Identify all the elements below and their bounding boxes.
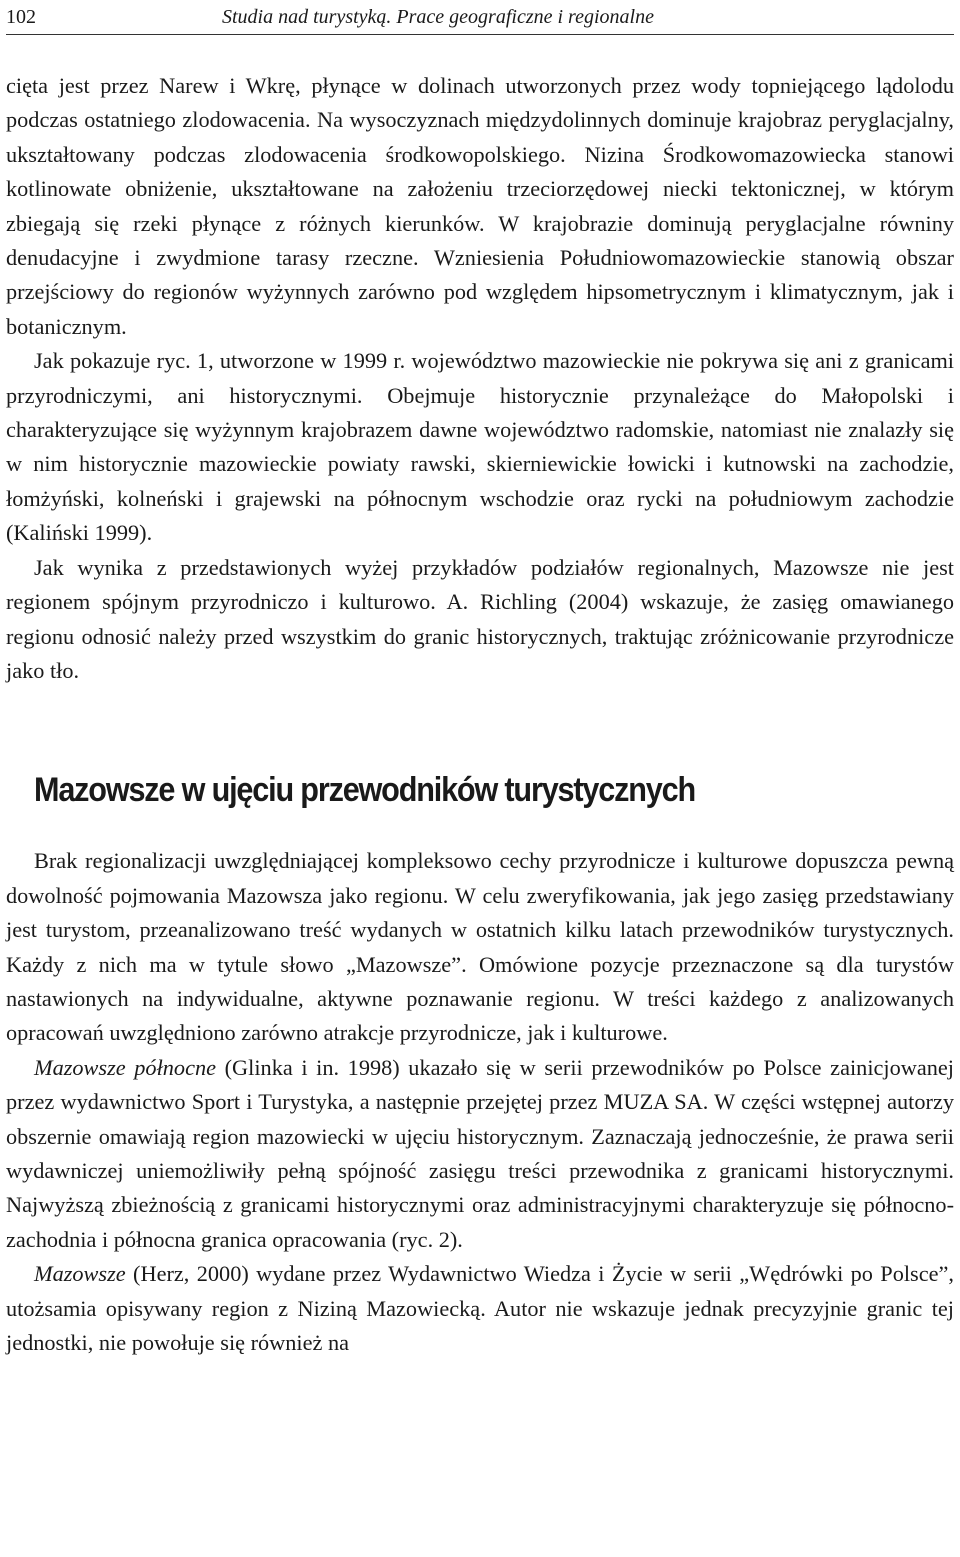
paragraph [6,1051,954,1257]
paragraph: Brak regionalizacji uwzględniającej kompleksowo cechy przyrodnicze i kulturowe dopuszcza pewną dowolność pojmowania Mazowsza jako regionu. W celu zweryfikowania, jak jego zasięg przedstawiany jest turystom, przeanalizowano treść wydanych w ostatnich kilku latach przewodników turystycznych. Każdy z nich ma w tytule słowo „Mazowsze”. Omówione pozycje przeznaczone są dla turystów nastawionych na indywidualne, aktywne poznawanie regionu. W treści każdego z analizowanych opracowań uwzględniono zarówno atrakcje przyrodnicze, jak i kulturowe. [6,848,954,1046]
running-head [6,0,954,35]
paragraph-text: (Herz, 2000) wydane przez Wydawnictwo Wiedza i Życie w serii „Wędrówki po Polsce”, utożsamia opisywany region z Niziną Mazowiecką. Autor nie wskazuje jednak precyzyjnie granic tej jednostki, nie powołuje się również na [6,1261,954,1355]
paragraph: Jak pokazuje ryc. 1, utworzone w 1999 r. województwo mazowieckie nie pokrywa się ani z granicami przyrodniczymi, ani historycznymi. Obejmuje historycznie przynależące do Małopolski i charakteryzujące się wyżynnym krajobrazem dawne województwo radomskie, natomiast nie znalazły się w nim historycznie mazowieckie powiaty rawski, skierniewickie łowicki i kutnowski na zachodzie, łomżyński, kolneński i grajewski na północnym wschodzie oraz rycki na południowym zachodzie (Kaliński 1999). [6,348,954,546]
paragraph [6,1257,954,1360]
cited-title: Mazowsze północne [34,1054,217,1080]
paragraph: Jak wynika z przedstawionych wyżej przykładów podziałów regionalnych, Mazowsze nie jest regionem spójnym przyrodniczo i kulturowo. A. Richling (2004) wskazuje, że zasięg omawianego regionu odnosić należy przed wszystkim do granic historycznych, traktując zróżnicowanie przyrodnicze jako tło. [6,554,954,683]
paragraph-continued: cięta jest przez Narew i Wkrę, płynące w dolinach utworzonych przez wody topniejącego lądolodu podczas ostatniego zlodowacenia. Na wysoczyznach międzydolinnych dominuje krajobraz peryglacjalny, ukształtowany podczas zlodowacenia środkowopolskiego. Nizina Środkowomazowiecka stanowi kotlinowate obniżenie, ukształtowane na założeniu trzeciorzędowej niecki tektonicznej, w którym zbiegają się rzeki płynące z różnych kierunków. W krajobrazie dominują peryglacjalne równiny denudacyjne i zwydmione tarasy rzeczne. Wzniesienia Południowomazowieckie stanowią obszar przejściowy do regionów wyżynnych zarówno pod względem hipsometrycznym i klimatycznym, jak i botanicznym. [6,73,954,339]
journal-title: Studia nad turystyką. Prace geograficzne i regionalne [222,6,654,28]
cited-title: Mazowsze [34,1261,126,1287]
article-body [6,69,954,1360]
section-heading: Mazowsze w ujęciu przewodników turystycznych [34,771,695,810]
paragraph-text: (Glinka i in. 1998) ukazało się w serii przewodników po Polsce zainicjowanej przez wydawnictwo Sport i Turystyka, a następnie przejętej przez MUZA SA. W części wstępnej autorzy obszernie omawiają region mazowiecki w ujęciu historycznym. Zaznaczają jednocześnie, że prawa serii wydawniczej uniemożliwiły pełną spójność zasięgu treści przewodnika z granicami historycznymi. Najwyższą zbieżnością z granicami historycznymi oraz administracyjnymi charakteryzuje się północno-zachodnia i północna granica opracowania (ryc. 2). [6,1054,954,1252]
document-page [6,0,954,1360]
page-number: 102 [6,6,36,28]
